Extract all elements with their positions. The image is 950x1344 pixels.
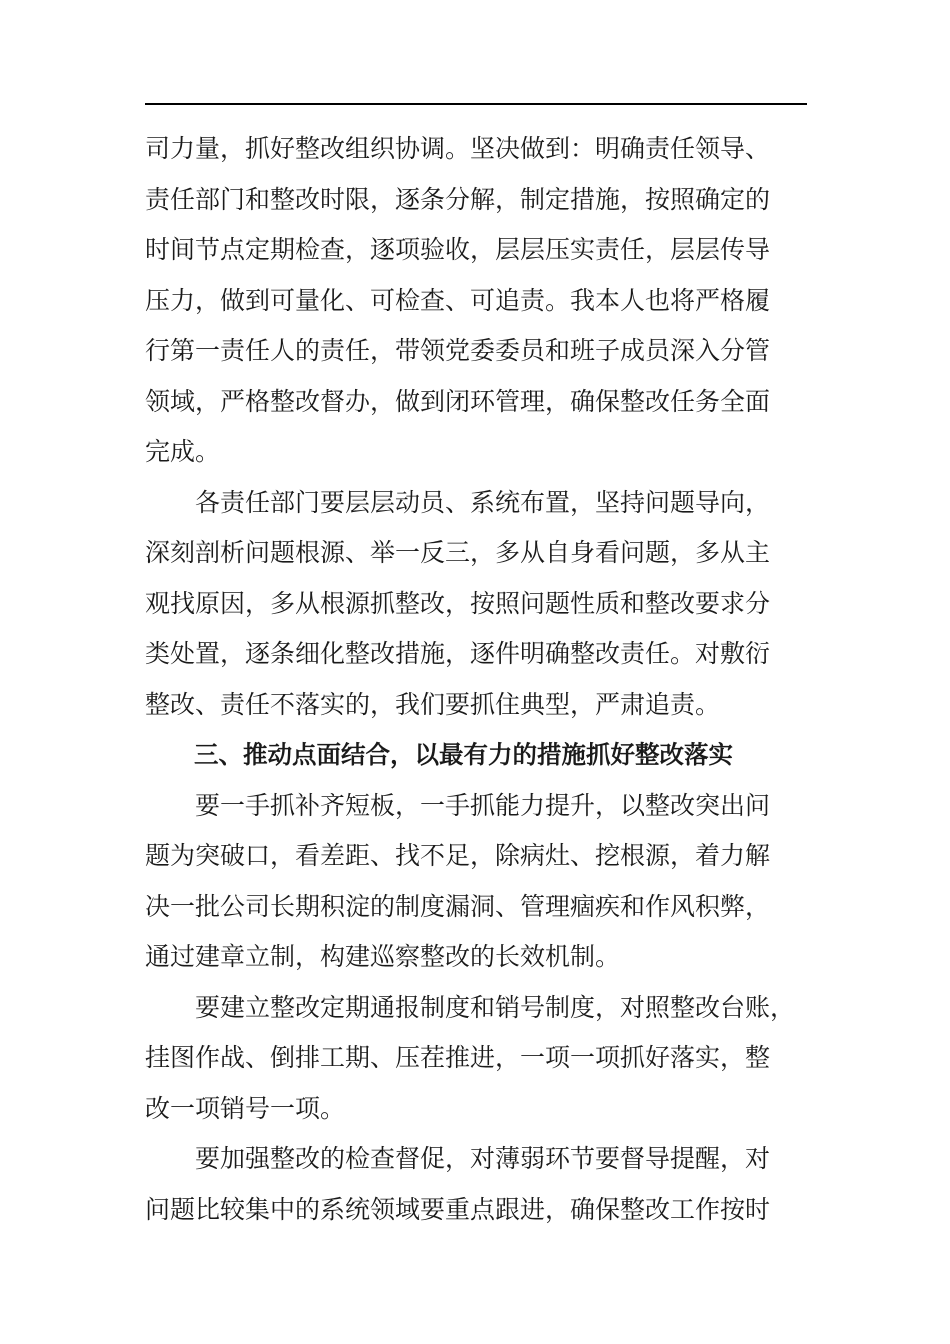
text-line: 决一批公司长期积淀的制度漏洞、管理痼疾和作风积弊，	[145, 891, 771, 921]
text-line: 通过建章立制，构建巡察整改的长效机制。	[145, 942, 621, 971]
text-line: 问题比较集中的系统领域要重点跟进，确保整改工作按时	[145, 1194, 771, 1224]
text-line: 责任部门和整改时限，逐条分解，制定措施，按照确定的	[145, 184, 771, 214]
text-line: 时间节点定期检查，逐项验收，层层压实责任，层层传导	[145, 235, 771, 264]
text-line: 司力量，抓好整改组织协调。坚决做到：明确责任领导、	[145, 134, 771, 163]
text-line: 观找原因，多从根源抓整改，按照问题性质和整改要求分	[145, 588, 771, 618]
text-line: 整改、责任不落实的，我们要抓住典型，严肃追责。	[145, 689, 721, 719]
text-line: 压力，做到可量化、可检查、可追责。我本人也将严格履	[145, 285, 771, 315]
paragraph-start-line: 要加强整改的检查督促，对薄弱环节要督导提醒，对	[145, 1144, 771, 1173]
text-line: 类处置，逐条细化整改措施，逐件明确整改责任。对敷衍	[145, 639, 771, 668]
document-body	[145, 124, 815, 1235]
text-line: 题为突破口，看差距、找不足，除病灶、挖根源，着力解	[145, 841, 771, 870]
text-line: 完成。	[145, 437, 221, 466]
text-line: 深刻剖析问题根源、举一反三，多从自身看问题，多从主	[145, 538, 771, 567]
section-heading: 三、推动点面结合，以最有力的措施抓好整改落实	[145, 740, 733, 769]
text-line: 领域，严格整改督办，做到闭环管理，确保整改任务全面	[145, 386, 771, 416]
text-line: 改一项销号一项。	[145, 1093, 346, 1123]
paragraph-start-line: 各责任部门要层层动员、系统布置，坚持问题导向，	[145, 487, 771, 517]
paragraph-start-line: 要建立整改定期通报制度和销号制度，对照整改台账，	[145, 992, 796, 1022]
header-rule	[145, 103, 807, 105]
text-line: 挂图作战、倒排工期、压茬推进，一项一项抓好落实，整	[145, 1043, 771, 1072]
paragraph-start-line: 要一手抓补齐短板，一手抓能力提升，以整改突出问	[145, 790, 771, 820]
text-line: 行第一责任人的责任，带领党委委员和班子成员深入分管	[145, 336, 771, 365]
